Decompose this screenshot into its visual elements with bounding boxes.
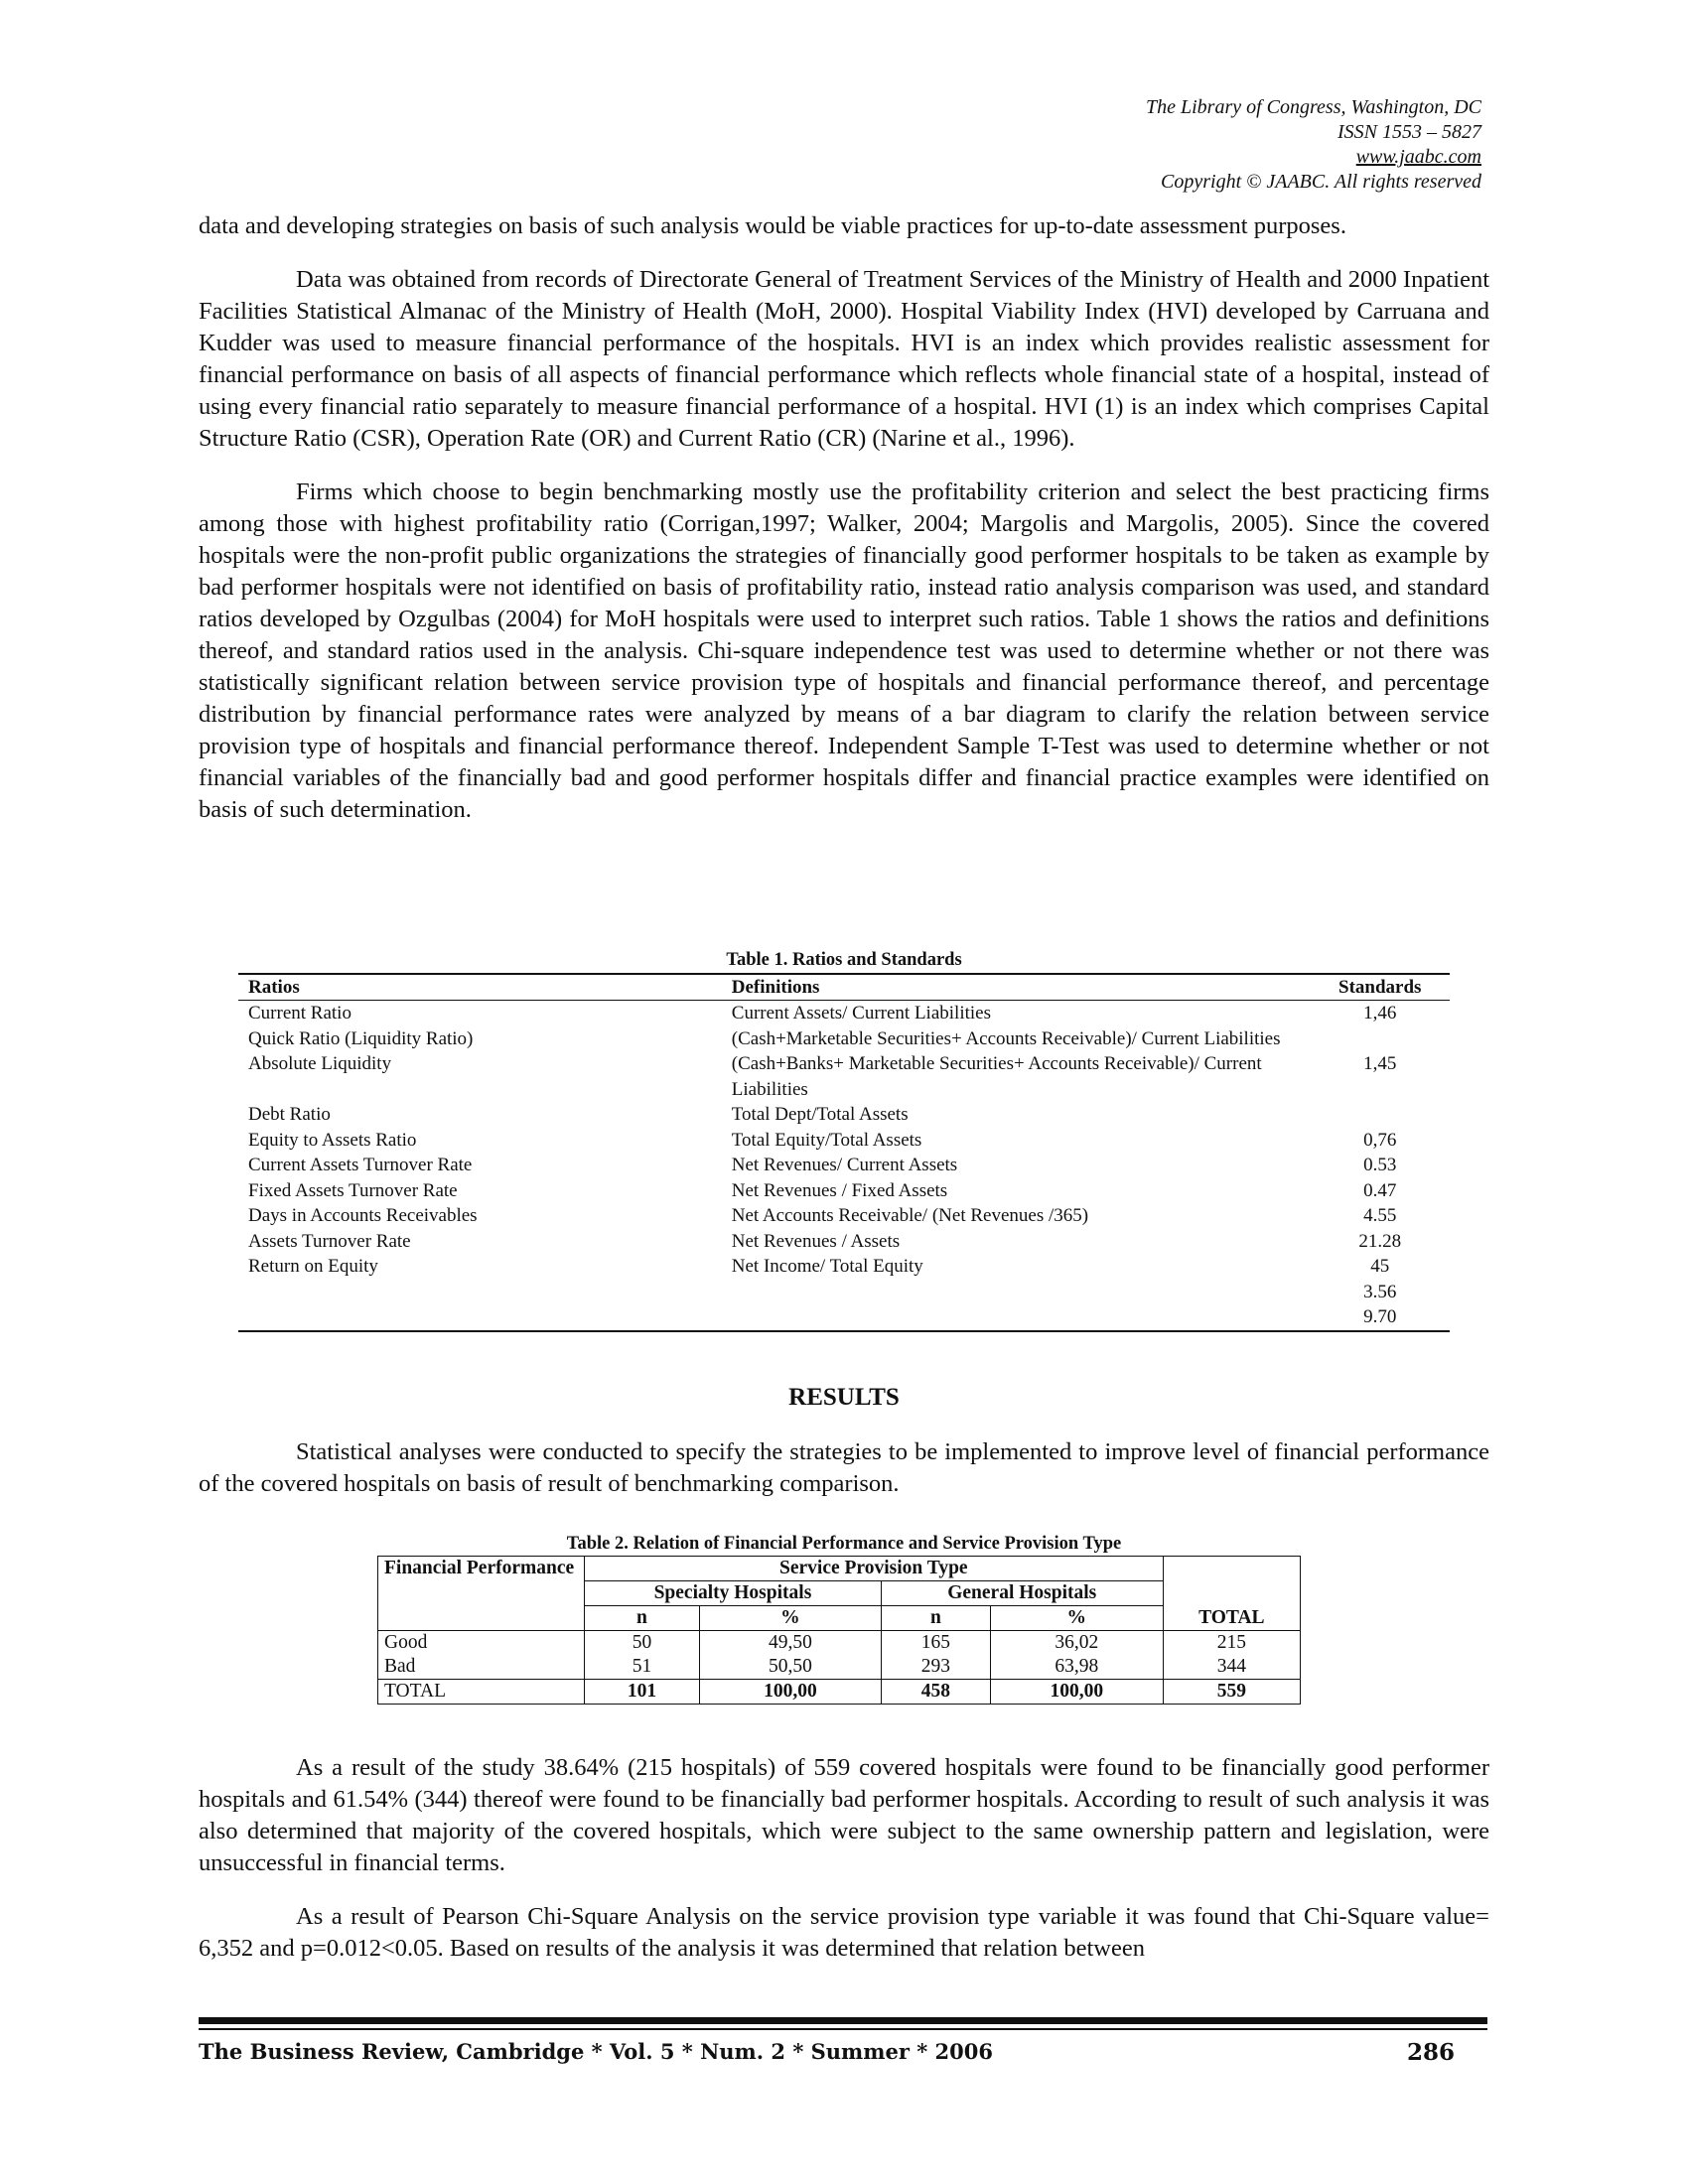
table2-cell: 49,50 [699, 1631, 881, 1656]
table-row [238, 1178, 1450, 1204]
table1-definition-cell [722, 1280, 1311, 1305]
table2-cell: 293 [881, 1655, 990, 1680]
table1-standard-cell [1310, 1102, 1450, 1128]
table-row [378, 1631, 1301, 1656]
table2-cell: 50,50 [699, 1655, 881, 1680]
paragraph-data-source: Data was obtained from records of Directorate General of Treatment Services of the Ministry of Health and 2000 Inpatient Facilities Statistical Almanac of the Ministry of Health (MoH, 2000). Hospital Viability Index (HVI) developed by Carruana and Kudder was used to measure financial performance of the hospitals. HVI is an index which provides realistic assessment for financial performance on basis of all aspects of financial performance which reflects whole financial state of a hospital, instead of using every financial ratio separately to measure financial performance of a hospital. HVI (1) is an index which comprises Capital Structure Ratio (CSR), Operation Rate (OR) and Current Ratio (CR) (Narine et al., 1996). [199, 266, 1489, 452]
table-row [238, 1304, 1450, 1331]
table1-standard-cell: 0.47 [1363, 1179, 1397, 1201]
paragraph-results-intro: Statistical analyses were conducted to specify the strategies to be implemented to improve level of financial performance of the covered hospitals on basis of result of benchmarking comparison. [199, 1438, 1489, 1497]
table-row [238, 1001, 1450, 1026]
table1-standard-cell [1310, 1026, 1450, 1052]
page-header [1146, 95, 1481, 195]
table1-definition-cell: Total Equity/Total Assets [731, 1129, 922, 1151]
table2-row-label: Good [378, 1631, 585, 1656]
table2-header-n: n [881, 1606, 990, 1631]
table2-cell: 458 [881, 1680, 990, 1705]
table1-definition-cell: Net Revenues / Fixed Assets [731, 1179, 948, 1201]
table1-definition-cell [722, 1304, 1311, 1331]
table2-row-label: Bad [378, 1655, 585, 1680]
paragraph-benchmarking: Firms which choose to begin benchmarking mostly use the profitability criterion and select the best practicing firms among those with highest profitability ratio (Corrigan,1997; Walker, 2004; Margolis and Margolis, 2005). Since the covered hospitals were the non-profit public organizations the strategies of financially good performer hospitals to be taken as example by bad performer hospitals were not identified on basis of profitability ratio, instead ratio analysis comparison was used, and standard ratios developed by Ozgulbas (2004) for MoH hospitals were used to interpret such ratios. Table 1 shows the ratios and definitions thereof, and standard ratios used in the analysis. Chi-square independence test was used to determine whether or not there was statistically significant relation between service provision type of hospitals and financial performance thereof, and percentage distribution by financial performance rates were analyzed by means of a bar diagram to clarify the relation between service provision type of hospitals and financial performance thereof. Independent Sample T-Test was used to determine whether or not financial variables of the financially bad and good performer hospitals differ and financial practice examples were identified on basis of such determination. [199, 478, 1489, 823]
section-heading-results: RESULTS [788, 1384, 900, 1411]
table-row [238, 1280, 1450, 1305]
table1-standard-cell: 1,45 [1363, 1053, 1397, 1074]
table2-cell: 100,00 [699, 1680, 881, 1705]
table1-ratio-cell: Fixed Assets Turnover Rate [248, 1179, 458, 1201]
table1-ratio-cell [238, 1280, 722, 1305]
header-copyright: Copyright © JAABC. All rights reserved [1161, 171, 1481, 193]
table1-ratio-cell: Assets Turnover Rate [248, 1230, 411, 1252]
footer-journal: The Business Review, Cambridge * Vol. 5 * Num. 2 * Summer * 2006 [199, 2039, 993, 2064]
table-row [238, 1026, 1450, 1052]
table2-cell: 101 [585, 1680, 700, 1705]
table2-cell: 344 [1163, 1655, 1300, 1680]
table-row [378, 1680, 1301, 1705]
table1-ratio-cell: Debt Ratio [248, 1104, 331, 1125]
table1-standard-cell: 0,76 [1363, 1129, 1397, 1151]
footer-rule [199, 2028, 1487, 2030]
table1-ratio-cell [238, 1304, 722, 1331]
table1-ratios-standards [238, 973, 1450, 1332]
table2-header-n: n [585, 1606, 700, 1631]
header-website-link[interactable]: www.jaabc.com [1355, 146, 1481, 168]
table-row [238, 1102, 1450, 1128]
table2-cell: 51 [585, 1655, 700, 1680]
paragraph-chi-square: As a result of Pearson Chi-Square Analysis on the service provision type variable it was found that Chi-Square value= 6,352 and p=0.012<0.05. Based on results of the analysis it was determined that relation between [199, 1903, 1489, 1962]
table1-header-standards: Standards [1310, 974, 1450, 1001]
body-paragraphs-bottom [199, 1752, 1489, 1965]
table1-definition-cell: Total Dept/Total Assets [731, 1104, 909, 1125]
body-paragraphs-top [199, 210, 1489, 826]
table2-cell: 100,00 [990, 1680, 1163, 1705]
table1-definition-cell: Current Assets/ Current Liabilities [731, 1003, 991, 1024]
table2-row-label: TOTAL [378, 1680, 585, 1705]
table2-cell: 215 [1163, 1631, 1300, 1656]
table1-ratio-cell: Return on Equity [248, 1256, 378, 1277]
table1-caption: Table 1. Ratios and Standards [726, 950, 962, 970]
page-footer [199, 2039, 1455, 2064]
table2-header-pct: % [699, 1606, 881, 1631]
table1-definition-cell: Net Revenues / Assets [731, 1230, 901, 1252]
table2-header-pct: % [990, 1606, 1163, 1631]
table1-ratio-cell: Current Ratio [248, 1003, 352, 1024]
table2-cell: 165 [881, 1631, 990, 1656]
table2-header-specialty: Specialty Hospitals [585, 1581, 882, 1606]
paragraph-continued: data and developing strategies on basis of such analysis would be viable practices for up-to-date assessment purposes. [199, 212, 1346, 239]
table1-ratio-cell: Equity to Assets Ratio [248, 1129, 417, 1151]
table2-header-service-type: Service Provision Type [585, 1557, 1164, 1581]
table-row [238, 1254, 1450, 1280]
table1-standard-cell: 0.53 [1363, 1155, 1397, 1175]
table-row [238, 1153, 1450, 1178]
table1-definition-cell: Net Revenues/ Current Assets [731, 1155, 958, 1175]
footer-rule [199, 2017, 1487, 2024]
table2-cell: 559 [1163, 1680, 1300, 1705]
table1-definition-cell: Net Income/ Total Equity [731, 1256, 923, 1277]
table1-ratio-cell: Current Assets Turnover Rate [248, 1155, 473, 1175]
table1-standard-cell: 4.55 [1363, 1205, 1397, 1226]
table1-header-ratios: Ratios [238, 974, 722, 1001]
table1-ratio-cell: Days in Accounts Receivables [248, 1205, 478, 1226]
table2-cell: 50 [585, 1631, 700, 1656]
table-row [378, 1655, 1301, 1680]
table2-cell: 36,02 [990, 1631, 1163, 1656]
table2-performance-service [377, 1556, 1301, 1705]
table2-caption: Table 2. Relation of Financial Performance and Service Provision Type [566, 1534, 1122, 1554]
paragraph-study-result: As a result of the study 38.64% (215 hospitals) of 559 covered hospitals were found to be financially good performer hospitals and 61.54% (344) thereof were found to be financially bad performer hospitals. According to result of such analysis it was also determined that majority of the covered hospitals, which were subject to the same ownership pattern and legislation, were unsuccessful in financial terms. [199, 1754, 1489, 1876]
table2-cell: 63,98 [990, 1655, 1163, 1680]
table2-header-total: TOTAL [1163, 1557, 1300, 1631]
table1-standard-cell: 21.28 [1358, 1230, 1402, 1252]
table1-definition-cell: (Cash+Banks+ Marketable Securities+ Accounts Receivable)/ Current Liabilities [731, 1053, 1262, 1100]
table2-header-general: General Hospitals [881, 1581, 1163, 1606]
table1-header-definitions: Definitions [722, 974, 1311, 1001]
table-row [238, 1128, 1450, 1154]
table-row [238, 1203, 1450, 1229]
table-row [238, 1229, 1450, 1255]
results-intro [199, 1436, 1489, 1500]
table1-standard-cell: 1,46 [1363, 1003, 1397, 1024]
page-number: 286 [1406, 2039, 1455, 2066]
table2-header-financial-performance: Financial Performance [378, 1557, 585, 1631]
table1-standard-cell: 9.70 [1310, 1304, 1450, 1331]
table1-definition-cell: Net Accounts Receivable/ (Net Revenues /365) [731, 1205, 1089, 1226]
header-issn: ISSN 1553 – 5827 [1337, 121, 1481, 143]
table1-ratio-cell: Quick Ratio (Liquidity Ratio) [248, 1027, 474, 1049]
table1-definition-cell: (Cash+Marketable Securities+ Accounts Receivable)/ Current Liabilities [731, 1027, 1281, 1049]
table1-ratio-cell: Absolute Liquidity [248, 1053, 392, 1074]
table-row [238, 1051, 1450, 1102]
table1-standard-cell: 45 [1370, 1256, 1390, 1277]
header-library: The Library of Congress, Washington, DC [1145, 96, 1481, 118]
table1-standard-cell: 3.56 [1363, 1281, 1397, 1302]
